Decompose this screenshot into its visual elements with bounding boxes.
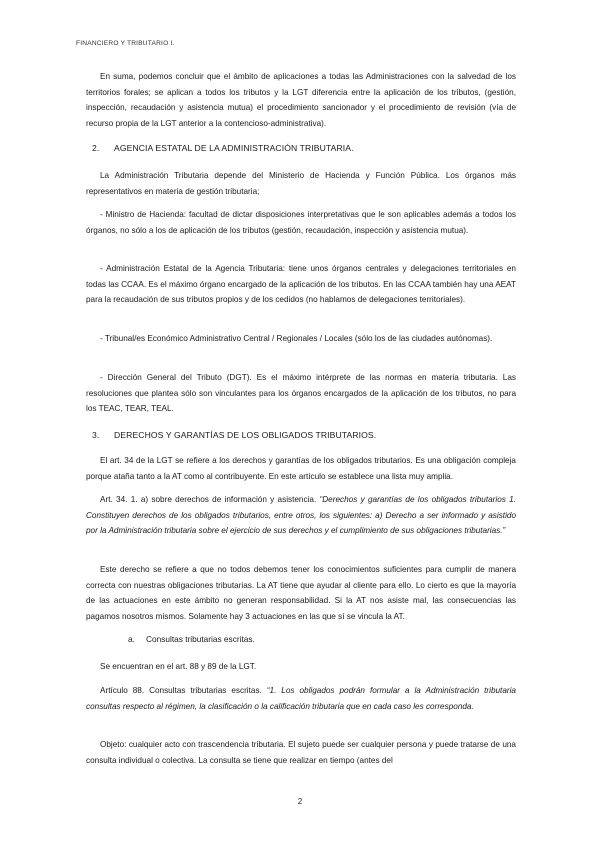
paragraph-agencia: - Administración Estatal de la Agencia Tributaria: tiene unos órganos centrales y delegaciones territoriales en todas las CCAA. Es el máximo órgano encargado de la aplicación de los tributos. En las CCAA también hay una AEAT para la recaudación de sus tributos propios y de los cedidos (no hablamos de delegaciones territoriales). — [86, 264, 516, 305]
paragraph-derecho-informacion: Este derecho se refiere a que no todos debemos tener los conocimientos suficientes para cumplir de manera correcta con nuestras obligaciones tributarias. La AT tiene que ayudar al cliente para ello. Lo cierto es que la mayoría de las actuaciones en este ámbito no generan responsabilidad. Si la AT nos asiste mal, las consecuencias las pagamos nosotros mismos. Solamente hay 3 actuaciones en las que sí se vincula la AT. — [86, 565, 516, 622]
page-number: 2 — [297, 797, 303, 806]
running-header: FINANCIERO Y TRIBUTARIO I. — [76, 40, 175, 47]
article-reference: Artículo 88. Consultas tributarias escritas. — [100, 686, 262, 695]
article-quote: “Derechos y garantías de los obligados tributarios 1. Constituyen derechos de los obligados tributarios, entre otros, los siguientes: a) Derecho a ser informado y asistido por la Administración tributaria sobre el ejercicio de sus derechos y el cumplimiento de sus obligaciones tributarias.” — [86, 495, 516, 536]
paragraph-ministro: - Ministro de Hacienda: facultad de dictar disposiciones interpretativas que le son aplicables además a todos los órganos, no sólo a los de aplicación de los tributos (gestión, recaudación, inspección y asistencia mutua). — [86, 210, 516, 235]
paragraph-administracion: La Administración Tributaria depende del Ministerio de Hacienda y Función Pública. Los órganos más representativos en materia de gestión tributaria; — [86, 171, 516, 196]
subsection-letter: a. — [128, 634, 135, 644]
paragraph-tribunales: - Tribunal/es Económico Administrativo Central / Regionales / Locales (sólo los de las ciudades autónomas). — [100, 334, 493, 343]
subsection-title: Consultas tributarias escritas. — [146, 634, 255, 644]
section-number: 3. — [92, 430, 100, 440]
article-reference: Art. 34. 1. a) sobre derechos de información y asistencia. — [100, 495, 317, 504]
paragraph-art88-quote — [86, 683, 516, 714]
section-heading-derechos — [92, 430, 376, 440]
paragraph-objeto: Objeto: cualquier acto con trascendencia tributaria. El sujeto puede ser cualquier persona y puede tratarse de una consulta individual o colectiva. La consulta se tiene que realizar en tiempo (antes del — [86, 740, 516, 765]
section-number: 2. — [92, 143, 100, 153]
paragraph-art88-89: Se encuentran en el art. 88 y 89 de la LGT. — [100, 662, 257, 671]
article-quote: “1. Los obligados podrán formular a la Administración tributaria consultas respecto al régimen, la clasificación o la calificación tributaria que en cada caso les corresponda. — [86, 686, 516, 711]
section-heading-aeat — [92, 143, 354, 153]
subsection-heading-consultas — [128, 634, 255, 644]
paragraph-conclusion: En suma, podemos concluir que el ámbito de aplicaciones a todas las Administraciones con la salvedad de los territorios forales; se aplican a todos los tributos y la LGT diferencia entre la aplicación de los tributos, (gestión, inspección, recaudación y asistencia mutua) el procedimiento sancionador y el procedimiento de revisión (vía de recurso propia de la LGT anterior a la contencioso-administrativa). — [86, 72, 516, 129]
section-title: DERECHOS Y GARANTÍAS DE LOS OBLIGADOS TRIBUTARIOS. — [114, 430, 377, 440]
section-title: AGENCIA ESTATAL DE LA ADMINISTRACIÓN TRIBUTARIA. — [114, 143, 354, 153]
paragraph-art34-quote — [86, 492, 516, 539]
paragraph-art34: El art. 34 de la LGT se refiere a los derechos y garantías de los obligados tributarios. Es una obligación compleja porque ataña tanto a la AT como al contribuyente. En este artículo se establece una lista muy amplia. — [86, 456, 516, 481]
paragraph-dgt: - Dirección General del Tributo (DGT). Es el máximo intérprete de las normas en materia tributaria. Las resoluciones que plantea sólo son vinculantes para los órganos encargados de la aplicación de los tributos, no para los TEAC, TEAR, TEAL. — [86, 373, 516, 414]
